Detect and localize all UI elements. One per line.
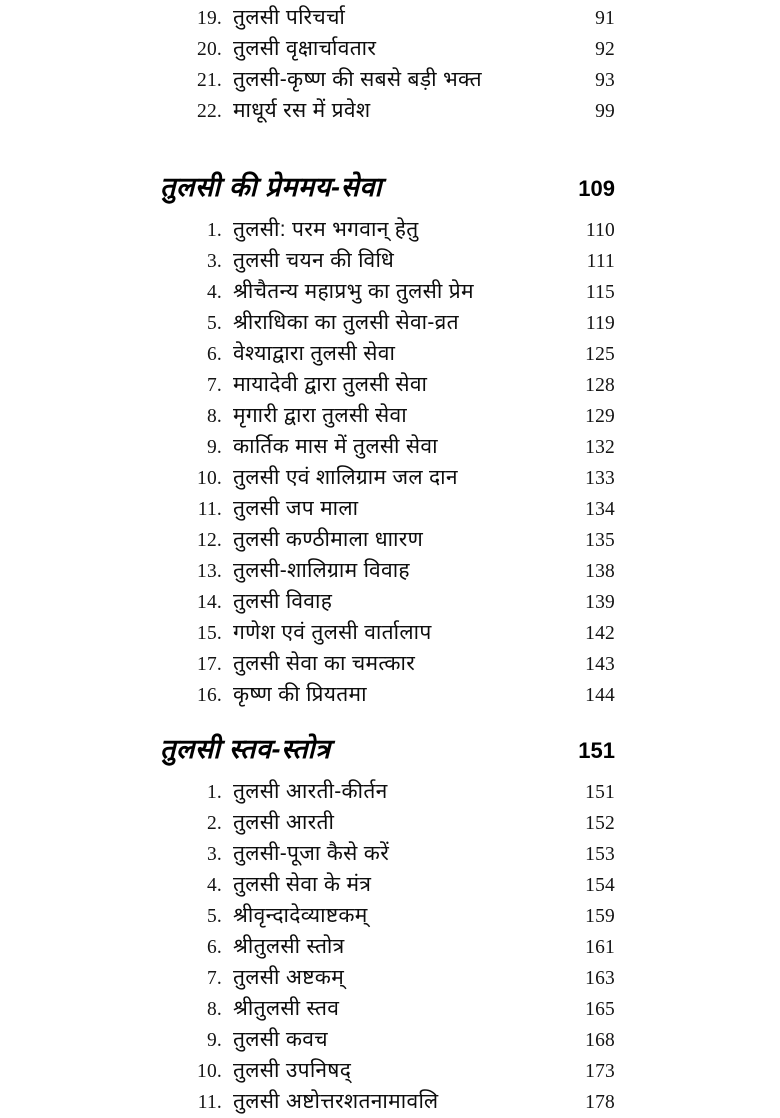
toc-row-page-number: 134 [585,499,615,520]
toc-row-title: तुलसी परिचर्चा [233,6,346,29]
toc-row-number: 1. [206,782,222,803]
toc-row[interactable] [0,993,780,1024]
toc-row-title: तुलसी कवच [233,1028,328,1051]
toc-row-number: 14. [197,592,222,613]
toc-row-number: 6. [206,344,222,365]
toc-row-page-number: 161 [585,937,615,958]
toc-row-title: तुलसी उपनिषद् [233,1059,352,1082]
toc-row[interactable] [0,2,780,33]
toc-row-page-number: 153 [585,844,615,865]
toc-row-page-number: 129 [585,406,615,427]
toc-row-page-number: 138 [585,561,615,582]
toc-row[interactable] [0,64,780,95]
toc-row-number: 13. [197,561,222,582]
toc-row-number: 3. [206,251,222,272]
toc-row-number: 1. [206,220,222,241]
toc-row-page-number: 151 [585,782,615,803]
toc-row-number: 21. [197,70,222,91]
section-heading-2-title: तुलसी स्तव-स्तोत्र [160,734,331,764]
toc-row-page-number: 178 [585,1092,615,1113]
toc-row-page-number: 173 [585,1061,615,1082]
section-heading-2-page: 151 [578,738,615,763]
toc-row-page-number: 91 [595,8,615,29]
toc-row[interactable] [0,900,780,931]
toc-row-number: 20. [197,39,222,60]
toc-row[interactable] [0,276,780,307]
section-2-entry-list [0,776,780,1117]
toc-row[interactable] [0,95,780,126]
toc-row-title: गणेश एवं तुलसी वार्तालाप [233,621,432,644]
toc-row-number: 17. [197,654,222,675]
toc-row-number: 8. [206,406,222,427]
toc-row-title: मायादेवी द्वारा तुलसी सेवा [233,373,428,396]
toc-row[interactable] [0,679,780,710]
toc-row-page-number: 93 [595,70,615,91]
toc-row[interactable] [0,807,780,838]
toc-row[interactable] [0,245,780,276]
toc-row-title: तुलसी सेवा का चमत्कार [233,652,416,675]
toc-row[interactable] [0,776,780,807]
toc-row-number: 4. [206,282,222,303]
toc-row-page-number: 168 [585,1030,615,1051]
toc-row-title: श्रीवृन्दादेव्याष्टकम् [233,904,368,927]
toc-row-number: 9. [206,1030,222,1051]
toc-row[interactable] [0,555,780,586]
toc-row[interactable] [0,307,780,338]
toc-row-title: तुलसी वृक्षार्चावतार [233,37,377,60]
toc-row[interactable] [0,869,780,900]
toc-row[interactable] [0,962,780,993]
toc-row-title: तुलसी विवाह [233,590,333,613]
toc-row-number: 5. [206,906,222,927]
toc-row-page-number: 133 [585,468,615,489]
toc-row[interactable] [0,931,780,962]
section-heading-1-page: 109 [578,176,615,201]
toc-row-title: श्रीतुलसी स्तव [233,997,340,1020]
toc-row[interactable] [0,400,780,431]
toc-row-page-number: 165 [585,999,615,1020]
toc-row-number: 10. [197,1061,222,1082]
toc-row[interactable] [0,617,780,648]
section-heading-1 [0,165,780,209]
toc-row[interactable] [0,33,780,64]
toc-row-page-number: 92 [595,39,615,60]
toc-row-number: 6. [206,937,222,958]
toc-row-title: तुलसी अष्टोत्तरशतनामावलि [233,1090,439,1113]
toc-row-number: 22. [197,101,222,122]
toc-row-title: श्रीतुलसी स्तोत्र [233,935,345,958]
toc-row-page-number: 119 [585,313,615,334]
section-heading-2 [0,727,780,771]
toc-row-page-number: 144 [585,685,615,706]
section-heading-1-wrapper [0,165,780,209]
toc-row-title: तुलसी जप माला [233,497,359,520]
toc-row-title: कार्तिक मास में तुलसी सेवा [233,435,438,458]
toc-row[interactable] [0,1024,780,1055]
toc-row-page-number: 128 [585,375,615,396]
toc-row-number: 15. [197,623,222,644]
toc-row[interactable] [0,648,780,679]
toc-row-page-number: 132 [585,437,615,458]
toc-row-page-number: 115 [585,282,615,303]
section-1-entry-list [0,214,780,710]
toc-row-page-number: 125 [585,344,615,365]
toc-row-number: 11. [197,499,222,520]
toc-row-page-number: 152 [585,813,615,834]
toc-row-title: तुलसी अष्टकम् [233,966,345,989]
toc-row-number: 11. [197,1092,222,1113]
toc-row-title: तुलसी आरती-कीर्तन [233,780,388,803]
toc-row-title: मृगारी द्वारा तुलसी सेवा [233,404,407,427]
toc-row[interactable] [0,369,780,400]
toc-row-title: कृष्ण की प्रियतमा [233,683,367,706]
toc-continued-list [0,2,780,126]
toc-row[interactable] [0,1055,780,1086]
toc-row-title: तुलसी: परम भगवान् हेतु [233,218,419,241]
toc-row-title: वेश्याद्वारा तुलसी सेवा [233,342,396,365]
toc-row[interactable] [0,1086,780,1117]
section-heading-1-title: तुलसी की प्रेममय-सेवा [160,172,383,202]
toc-row-number: 19. [197,8,222,29]
toc-row-title: तुलसी सेवा के मंत्र [233,873,372,896]
toc-row[interactable] [0,338,780,369]
toc-row-number: 16. [197,685,222,706]
toc-row-title: तुलसी एवं शालिग्राम जल दान [233,466,458,489]
toc-row-number: 4. [206,875,222,896]
toc-row-number: 7. [206,968,222,989]
toc-row-page-number: 154 [585,875,615,896]
toc-row-number: 3. [206,844,222,865]
toc-row-title: तुलसी चयन की विधि [233,249,395,272]
toc-row-number: 7. [206,375,222,396]
toc-row-page-number: 143 [585,654,615,675]
section-heading-2-wrapper [0,727,780,771]
toc-row-page-number: 159 [585,906,615,927]
toc-row[interactable] [0,524,780,555]
toc-row-number: 9. [206,437,222,458]
toc-row-number: 2. [206,813,222,834]
toc-row-page-number: 111 [586,251,615,272]
toc-row-number: 12. [197,530,222,551]
toc-row-title: माधूर्य रस में प्रवेश [233,99,371,122]
toc-row-title: श्रीराधिका का तुलसी सेवा-व्रत [233,311,459,334]
toc-row-title: तुलसी कण्ठीमाला धाारण [233,528,424,551]
toc-row-page-number: 99 [595,101,615,122]
toc-row-title: तुलसी-पूजा कैसे करें [233,842,390,865]
toc-row[interactable] [0,214,780,245]
toc-row-title: तुलसी-कृष्ण की सबसे बड़ी भक्त [233,68,482,91]
toc-row-page-number: 142 [585,623,615,644]
toc-row[interactable] [0,838,780,869]
toc-row-number: 8. [206,999,222,1020]
toc-row-title: श्रीचैतन्य महाप्रभु का तुलसी प्रेम [233,280,474,303]
toc-row-number: 10. [197,468,222,489]
toc-row[interactable] [0,462,780,493]
toc-row-page-number: 139 [585,592,615,613]
toc-row-title: तुलसी आरती [233,811,335,834]
toc-row[interactable] [0,586,780,617]
toc-row-number: 5. [206,313,222,334]
toc-row[interactable] [0,431,780,462]
toc-row-page-number: 163 [585,968,615,989]
toc-row-title: तुलसी-शालिग्राम विवाह [233,559,410,582]
toc-row[interactable] [0,493,780,524]
toc-row-page-number: 135 [585,530,615,551]
toc-row-page-number: 110 [585,220,615,241]
